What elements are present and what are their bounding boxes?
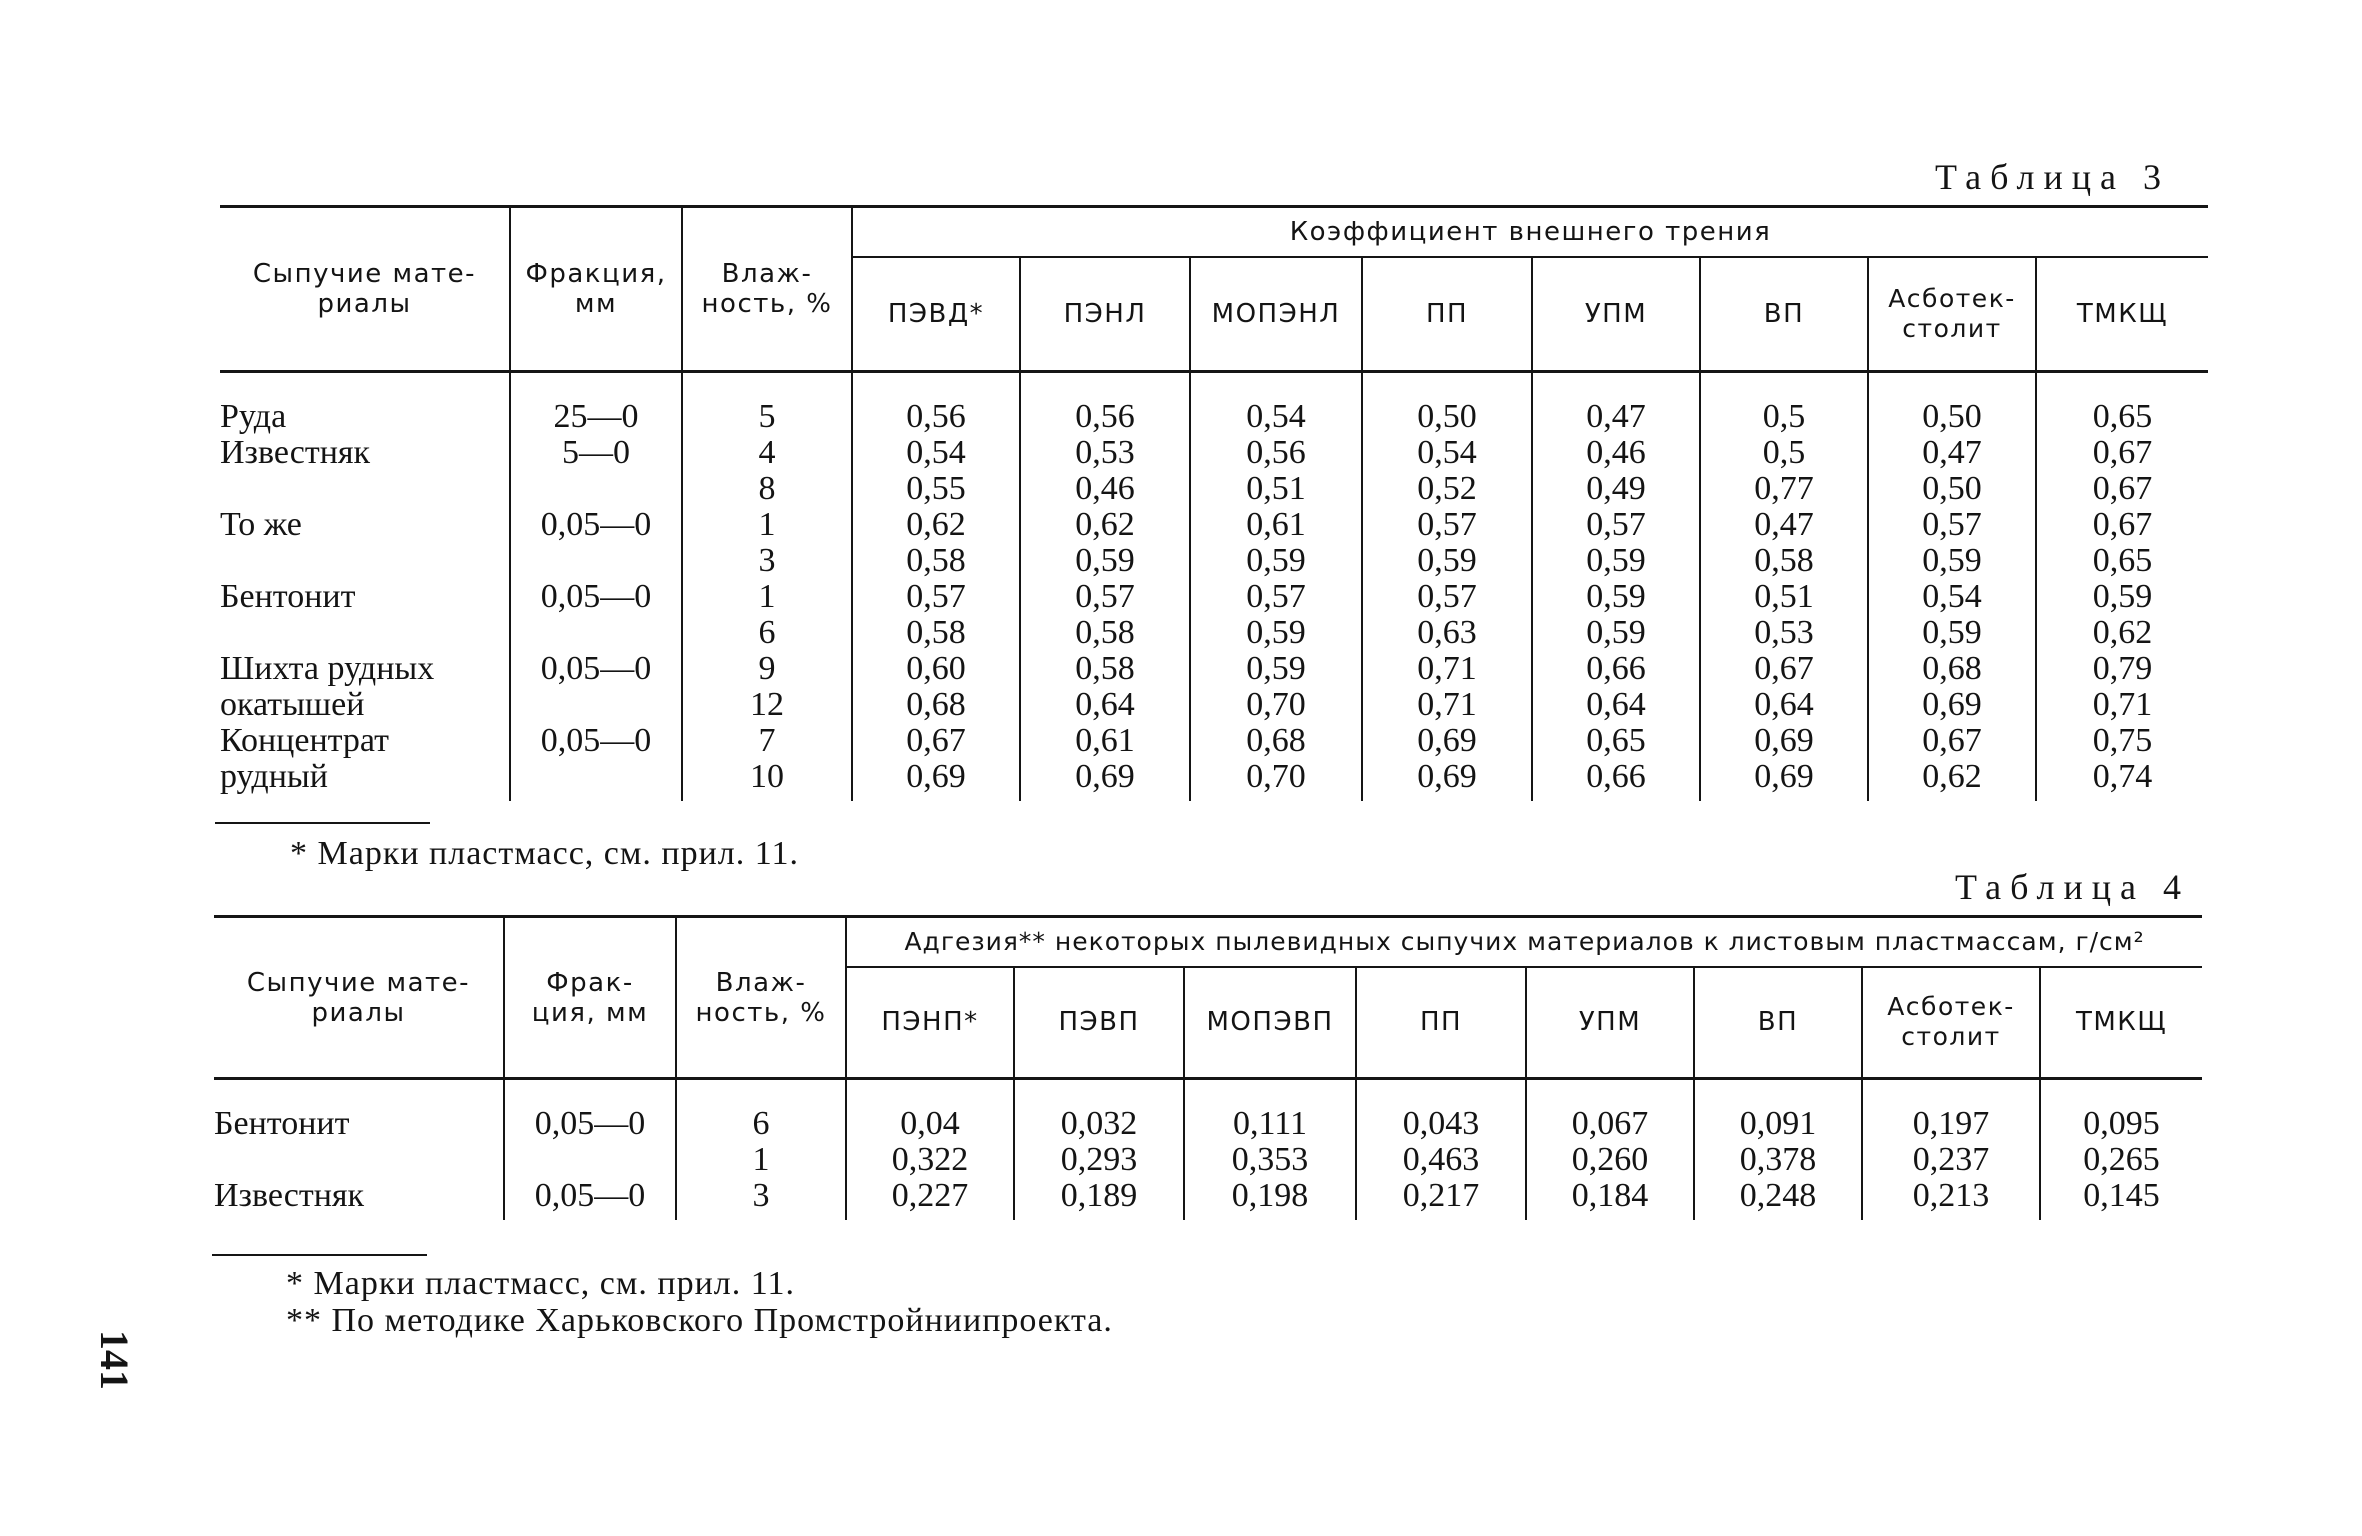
moisture-cell: 3 — [676, 1178, 846, 1220]
page-number: 141 — [92, 1330, 137, 1390]
column-header: ПЭНЛ — [1020, 257, 1190, 372]
column-header: ПЭВД* — [852, 257, 1020, 372]
value-cell: 0,66 — [1532, 759, 1700, 801]
column-header: Асботек- столит — [1862, 967, 2040, 1079]
footnote-rule — [215, 822, 430, 824]
value-cell: 0,59 — [1868, 615, 2036, 651]
column-header: МОПЭНЛ — [1190, 257, 1362, 372]
value-cell: 0,59 — [2036, 579, 2208, 615]
value-cell: 0,47 — [1700, 507, 1868, 543]
fraction-cell: 0,05—0 — [510, 723, 682, 759]
value-cell: 0,59 — [1020, 543, 1190, 579]
table-row — [220, 687, 2208, 723]
value-cell: 0,378 — [1694, 1142, 1862, 1178]
material-cell — [220, 471, 510, 507]
value-cell: 0,46 — [1532, 435, 1700, 471]
value-cell: 0,71 — [2036, 687, 2208, 723]
value-cell: 0,57 — [1190, 579, 1362, 615]
value-cell: 0,50 — [1868, 471, 2036, 507]
value-cell: 0,52 — [1362, 471, 1532, 507]
value-cell: 0,067 — [1526, 1079, 1694, 1143]
table-4-body — [214, 1079, 2202, 1221]
moisture-cell: 1 — [682, 507, 852, 543]
moisture-cell: 4 — [682, 435, 852, 471]
table-3-footnote: * Марки пластмасс, см. прил. 11. — [290, 835, 799, 872]
fraction-cell: 5—0 — [510, 435, 682, 471]
header-fraction: Фракция, мм — [510, 207, 682, 372]
value-cell: 0,04 — [846, 1079, 1014, 1143]
table-row — [220, 507, 2208, 543]
value-cell: 0,111 — [1184, 1079, 1356, 1143]
column-header: УПМ — [1532, 257, 1700, 372]
table-row — [214, 1178, 2202, 1220]
moisture-cell: 3 — [682, 543, 852, 579]
table-row — [220, 651, 2208, 687]
value-cell: 0,58 — [1020, 615, 1190, 651]
fraction-cell: 0,05—0 — [504, 1079, 676, 1143]
value-cell: 0,47 — [1868, 435, 2036, 471]
value-cell: 0,322 — [846, 1142, 1014, 1178]
value-cell: 0,65 — [2036, 372, 2208, 436]
table-row — [214, 1079, 2202, 1143]
value-cell: 0,65 — [2036, 543, 2208, 579]
table-4-footnote-1: * Марки пластмасс, см. прил. 11. — [286, 1265, 795, 1302]
value-cell: 0,64 — [1020, 687, 1190, 723]
value-cell: 0,70 — [1190, 759, 1362, 801]
material-cell: Руда — [220, 398, 287, 435]
value-cell: 0,59 — [1190, 543, 1362, 579]
material-cell: Известняк — [214, 1177, 365, 1214]
header-moisture: Влаж- ность, % — [676, 917, 846, 1079]
value-cell: 0,55 — [852, 471, 1020, 507]
value-cell: 0,62 — [1020, 507, 1190, 543]
table-4-caption: Таблица 4 — [1955, 867, 2190, 907]
value-cell: 0,59 — [1190, 615, 1362, 651]
value-cell: 0,57 — [1868, 507, 2036, 543]
table-row — [220, 579, 2208, 615]
value-cell: 0,54 — [1868, 579, 2036, 615]
value-cell: 0,57 — [852, 579, 1020, 615]
header-material: Сыпучие мате- риалы — [220, 207, 510, 372]
value-cell: 0,62 — [1868, 759, 2036, 801]
value-cell: 0,63 — [1362, 615, 1532, 651]
value-cell: 0,49 — [1532, 471, 1700, 507]
material-cell: Концентрат — [220, 722, 390, 759]
material-cell: рудный — [220, 758, 328, 795]
value-cell: 0,51 — [1190, 471, 1362, 507]
value-cell: 0,69 — [1020, 759, 1190, 801]
value-cell: 0,197 — [1862, 1079, 2040, 1143]
value-cell: 0,184 — [1526, 1178, 1694, 1220]
column-header: ПЭНП* — [846, 967, 1014, 1079]
value-cell: 0,57 — [1532, 507, 1700, 543]
value-cell: 0,46 — [1020, 471, 1190, 507]
value-cell: 0,56 — [852, 372, 1020, 436]
material-cell — [214, 1142, 504, 1178]
column-header: ПЭВП — [1014, 967, 1184, 1079]
value-cell: 0,75 — [2036, 723, 2208, 759]
fraction-cell — [510, 759, 682, 801]
header-fraction: Фрак- ция, мм — [504, 917, 676, 1079]
fraction-cell: 0,05—0 — [504, 1178, 676, 1220]
moisture-cell: 8 — [682, 471, 852, 507]
value-cell: 0,70 — [1190, 687, 1362, 723]
column-header: ТМКЩ — [2040, 967, 2202, 1079]
column-header: ВП — [1694, 967, 1862, 1079]
value-cell: 0,56 — [1020, 372, 1190, 436]
table-row — [220, 435, 2208, 471]
value-cell: 0,189 — [1014, 1178, 1184, 1220]
value-cell: 0,68 — [1190, 723, 1362, 759]
value-cell: 0,58 — [1020, 651, 1190, 687]
value-cell: 0,145 — [2040, 1178, 2202, 1220]
value-cell: 0,79 — [2036, 651, 2208, 687]
value-cell: 0,53 — [1700, 615, 1868, 651]
value-cell: 0,57 — [1362, 579, 1532, 615]
table-3-caption: Таблица 3 — [1935, 157, 2170, 197]
moisture-cell: 5 — [682, 372, 852, 436]
value-cell: 0,54 — [1362, 435, 1532, 471]
column-header: УПМ — [1526, 967, 1694, 1079]
value-cell: 0,265 — [2040, 1142, 2202, 1178]
value-cell: 0,59 — [1362, 543, 1532, 579]
value-cell: 0,61 — [1020, 723, 1190, 759]
value-cell: 0,248 — [1694, 1178, 1862, 1220]
fraction-cell — [510, 543, 682, 579]
value-cell: 0,67 — [852, 723, 1020, 759]
value-cell: 0,68 — [852, 687, 1020, 723]
material-cell: Бентонит — [220, 578, 356, 615]
header-group-friction: Коэффициент внешнего трения — [852, 207, 2208, 257]
value-cell: 0,198 — [1184, 1178, 1356, 1220]
value-cell: 0,71 — [1362, 651, 1532, 687]
moisture-cell: 9 — [682, 651, 852, 687]
table-row — [220, 759, 2208, 801]
table-row — [220, 471, 2208, 507]
value-cell: 0,217 — [1356, 1178, 1526, 1220]
column-header: ПП — [1356, 967, 1526, 1079]
value-cell: 0,53 — [1020, 435, 1190, 471]
fraction-cell: 0,05—0 — [510, 651, 682, 687]
table-row — [220, 723, 2208, 759]
column-header: ПП — [1362, 257, 1532, 372]
fraction-cell — [504, 1142, 676, 1178]
table-row — [220, 543, 2208, 579]
fraction-cell: 25—0 — [510, 372, 682, 436]
moisture-cell: 6 — [682, 615, 852, 651]
value-cell: 0,62 — [852, 507, 1020, 543]
adhesion-table — [214, 915, 2202, 1220]
value-cell: 0,58 — [1700, 543, 1868, 579]
value-cell: 0,65 — [1532, 723, 1700, 759]
value-cell: 0,293 — [1014, 1142, 1184, 1178]
value-cell: 0,54 — [1190, 372, 1362, 436]
moisture-cell: 12 — [682, 687, 852, 723]
value-cell: 0,74 — [2036, 759, 2208, 801]
friction-coefficient-table — [220, 205, 2208, 801]
value-cell: 0,59 — [1532, 615, 1700, 651]
moisture-cell: 1 — [682, 579, 852, 615]
fraction-cell: 0,05—0 — [510, 507, 682, 543]
value-cell: 0,091 — [1694, 1079, 1862, 1143]
value-cell: 0,77 — [1700, 471, 1868, 507]
value-cell: 0,69 — [1362, 723, 1532, 759]
value-cell: 0,62 — [2036, 615, 2208, 651]
footnote-rule — [212, 1254, 427, 1256]
value-cell: 0,69 — [1700, 723, 1868, 759]
value-cell: 0,67 — [2036, 507, 2208, 543]
value-cell: 0,71 — [1362, 687, 1532, 723]
value-cell: 0,47 — [1532, 372, 1700, 436]
moisture-cell: 1 — [676, 1142, 846, 1178]
fraction-cell — [510, 615, 682, 651]
value-cell: 0,61 — [1190, 507, 1362, 543]
material-cell: Известняк — [220, 434, 371, 471]
header-moisture: Влаж- ность, % — [682, 207, 852, 372]
value-cell: 0,5 — [1700, 435, 1868, 471]
value-cell: 0,50 — [1868, 372, 2036, 436]
value-cell: 0,57 — [1362, 507, 1532, 543]
column-header: ВП — [1700, 257, 1868, 372]
header-material: Сыпучие мате- риалы — [214, 917, 504, 1079]
value-cell: 0,69 — [1362, 759, 1532, 801]
value-cell: 0,58 — [852, 615, 1020, 651]
moisture-cell: 6 — [676, 1079, 846, 1143]
value-cell: 0,59 — [1868, 543, 2036, 579]
table-3-body — [220, 372, 2208, 802]
value-cell: 0,032 — [1014, 1079, 1184, 1143]
column-header: ТМКЩ — [2036, 257, 2208, 372]
table-row — [220, 615, 2208, 651]
value-cell: 0,59 — [1190, 651, 1362, 687]
value-cell: 0,60 — [852, 651, 1020, 687]
table-row — [220, 372, 2208, 436]
value-cell: 0,213 — [1862, 1178, 2040, 1220]
value-cell: 0,69 — [1700, 759, 1868, 801]
value-cell: 0,50 — [1362, 372, 1532, 436]
value-cell: 0,59 — [1532, 543, 1700, 579]
fraction-cell — [510, 687, 682, 723]
value-cell: 0,64 — [1700, 687, 1868, 723]
value-cell: 0,67 — [1868, 723, 2036, 759]
value-cell: 0,237 — [1862, 1142, 2040, 1178]
value-cell: 0,5 — [1700, 372, 1868, 436]
value-cell: 0,57 — [1020, 579, 1190, 615]
value-cell: 0,260 — [1526, 1142, 1694, 1178]
value-cell: 0,463 — [1356, 1142, 1526, 1178]
value-cell: 0,67 — [2036, 435, 2208, 471]
material-cell: То же — [220, 506, 302, 543]
material-cell: окатышей — [220, 686, 365, 723]
material-cell: Шихта рудных — [220, 650, 435, 687]
value-cell: 0,56 — [1190, 435, 1362, 471]
value-cell: 0,69 — [1868, 687, 2036, 723]
material-cell: Бентонит — [214, 1105, 350, 1142]
table-row — [214, 1142, 2202, 1178]
moisture-cell: 10 — [682, 759, 852, 801]
material-cell — [220, 543, 510, 579]
value-cell: 0,353 — [1184, 1142, 1356, 1178]
value-cell: 0,51 — [1700, 579, 1868, 615]
column-header: Асботек- столит — [1868, 257, 2036, 372]
value-cell: 0,69 — [852, 759, 1020, 801]
value-cell: 0,66 — [1532, 651, 1700, 687]
value-cell: 0,58 — [852, 543, 1020, 579]
value-cell: 0,67 — [2036, 471, 2208, 507]
material-cell — [220, 615, 510, 651]
value-cell: 0,68 — [1868, 651, 2036, 687]
moisture-cell: 7 — [682, 723, 852, 759]
value-cell: 0,64 — [1532, 687, 1700, 723]
fraction-cell: 0,05—0 — [510, 579, 682, 615]
column-header: МОПЭВП — [1184, 967, 1356, 1079]
value-cell: 0,227 — [846, 1178, 1014, 1220]
value-cell: 0,043 — [1356, 1079, 1526, 1143]
value-cell: 0,59 — [1532, 579, 1700, 615]
table-4-footnote-2: ** По методике Харьковского Промстройниипроекта. — [286, 1302, 1113, 1339]
fraction-cell — [510, 471, 682, 507]
header-group-adhesion: Адгезия** некоторых пылевидных сыпучих материалов к листовым пластмассам, г/см² — [846, 917, 2202, 967]
value-cell: 0,095 — [2040, 1079, 2202, 1143]
value-cell: 0,54 — [852, 435, 1020, 471]
value-cell: 0,67 — [1700, 651, 1868, 687]
